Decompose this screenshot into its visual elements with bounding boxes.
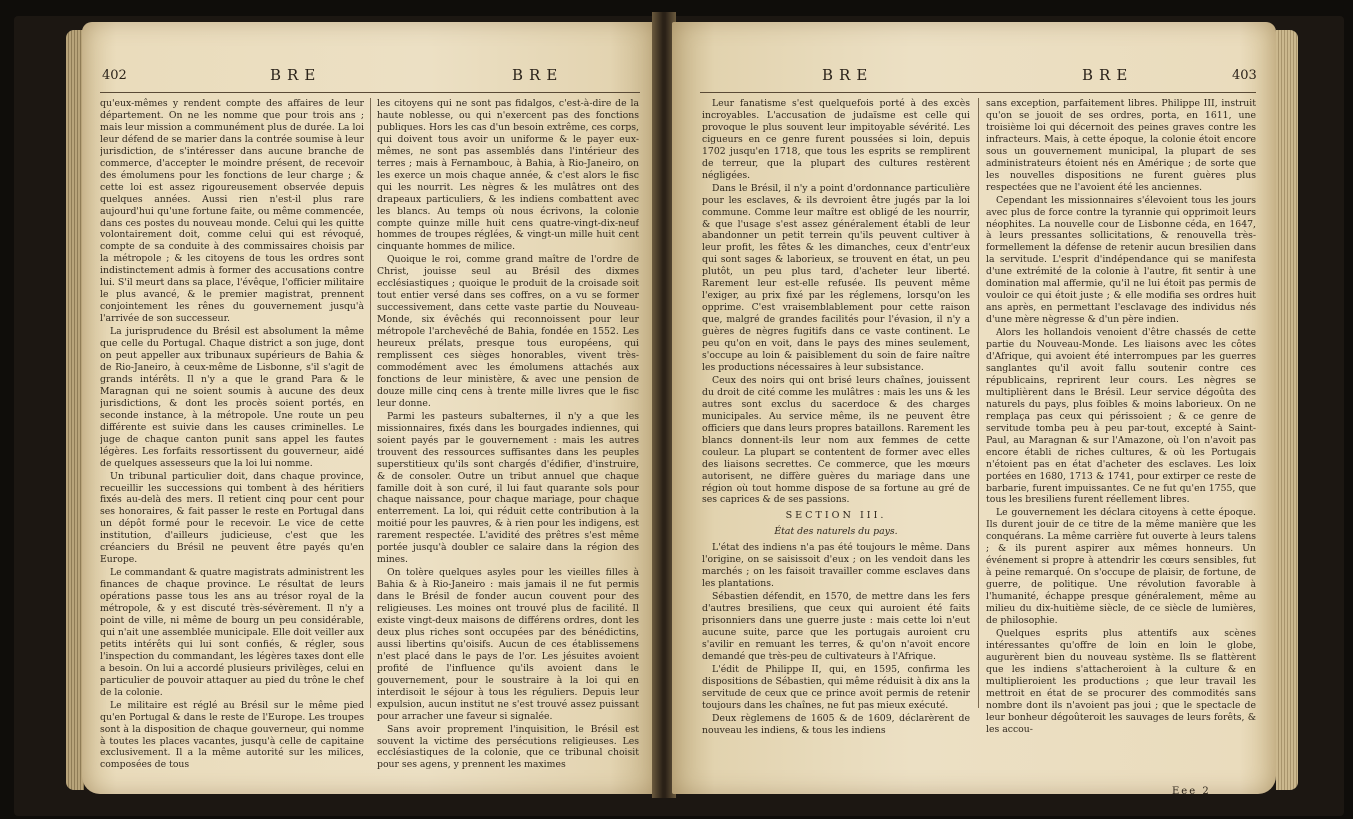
text-column-2 <box>377 98 639 788</box>
left-page <box>82 22 656 794</box>
running-head-left: BRE <box>270 66 322 84</box>
header-rule <box>100 92 640 93</box>
page-edges-right <box>1276 30 1298 790</box>
paragraph: Le gouvernement les déclara citoyens à cette époque. Ils durent jouir de ce titre de la même manière que les conquérans. La même carrière fut ouverte à leurs talens ; & ils purent aspirer aux mêmes honneurs. Un événement si propre à attendrir les cœurs sensibles, fut à peine remarqué. On s'occupe de plaisir, de fortune, de guerre, de politique. Une révolution favorable à l'humanité, échappe presque généralement, même au milieu du dix-huitième siècle, de ce siècle de lumières, de philosophie. <box>986 507 1256 626</box>
section-subtitle: État des naturels du pays. <box>774 526 898 538</box>
section-heading: SECTION III. <box>785 510 887 522</box>
paragraph: Quoique le roi, comme grand maître de l'ordre de Christ, jouisse seul au Brésil des dixmes ecclésiastiques ; quoique le produit de la croisade soit tout entier versé dans ses coffres, on a vu se former successivement, dans cette vaste partie du Nouveau-Monde, six évêchés qui reconnoissent pour leur métropole l'archevêché de Bahia, fondée en 1552. Les heureux prélats, presque tous européens, qui remplissent ces sièges honorables, vivent très-commodément avec les émolumens attachés aux fonctions de leur ministère, & avec une pension de douze mille cinq cens à trente mille livres que le fisc leur donne. <box>377 254 639 409</box>
column-divider <box>370 98 371 708</box>
paragraph: L'édit de Philippe II, qui, en 1595, confirma les dispositions de Sébastien, qui même réduisit à dix ans la servitude de ceux que ce prince avoit permis de retenir toujours dans les chaînes, ne fut pas mieux exécuté. <box>702 663 970 711</box>
paragraph: Cependant les missionnaires s'élevoient tous les jours avec plus de force contre la tyrannie qui opprimoit leurs néophites. La nouvelle cour de Lisbonne céda, en 1647, à leurs pressantes sollicitations, & renouvella très-formellement la défense de retenir aucun bresilien dans la servitude. L'esprit d'indépendance qui se manifesta d'une extrémité de la colonie à l'autre, fit sentir à une domination mal affermie, qu'il ne lui étoit pas permis de vouloir ce qui étoit juste ; & elle modifia ses ordres huit ans après, en permettant l'esclavage des individus nés d'une mère nègresse & d'un père indien. <box>986 194 1256 326</box>
paragraph: Sans avoir proprement l'inquisition, le Brésil est souvent la victime des persécutions religieuses. Les ecclésiastiques de la colonie, que ce tribunal choisit pour ses agens, y prennent les maximes <box>377 723 639 771</box>
column-divider <box>978 98 979 708</box>
paragraph: L'état des indiens n'a pas été toujours le même. Dans l'origine, on se saisissoit d'eux ; on les vendoit dans les marchés ; on les faisoit travailler comme esclaves dans les plantations. <box>702 542 970 590</box>
paragraph: Dans le Brésil, il n'y a point d'ordonnance particulière pour les esclaves, & ils devroient être jugés par la loi commune. Comme leur maître est obligé de les nourrir, & que l'usage s'est assez généralement établi de leur abandonner un petit terrein qu'ils peuvent cultiver à leur profit, les fêtes & les dimanches, ceux d'entr'eux qui sont sages & laborieux, se trouvent en état, un peu plutôt, un peu plus tard, d'acheter leur liberté. Rarement leur est-elle refusée. Ils peuvent même l'exiger, au prix fixé par les réglemens, lorsqu'on les opprime. C'est vraisemblablement pour cette raison que, malgré de grandes facilités pour l'évasion, il n'y a guères de nègres fugitifs dans ce vaste continent. Le peu qu'on en voit, dans le pays des mines seulement, s'occupe au loin & paisiblement du soin de faire naître les productions nécessaires à leur subsistance. <box>702 182 970 373</box>
paragraph: On tolère quelques asyles pour les vieilles filles à Bahia & à Rio-Janeiro : mais jamais il ne fut permis dans le Brésil de fonder aucun couvent pour des religieuses. Les moines ont trouvé plus de facilité. Il existe vingt-deux maisons de différens ordres, dont les deux plus riches sont occupées par des bénédictins, aussi libertins qu'oisifs. Aucun de ces établissemens n'est placé dans le pays de l'or. Les jésuites avoient profité de l'influence qu'ils avoient dans le gouvernement, pour le soustraire à la loi qui en interdisoit le séjour à tous les réguliers. Depuis leur expulsion, aucun institut ne s'est trouvé assez puissant pour arracher une faveur si signalée. <box>377 567 639 722</box>
paragraph: les citoyens qui ne sont pas fidalgos, c'est-à-dire de la haute noblesse, ou qui n'exercent pas des fonctions publiques. Hors les cas d'un besoin extrême, ces corps, qui doivent tous avoir un uniforme & le payer eux-mêmes, ne sont pas assemblés dans l'intérieur des terres ; mais à Fernambouc, à Bahia, à Rio-Janeiro, on les exerce un mois chaque année, & c'est alors le fisc qui les nourrit. Les nègres & les mulâtres ont des drapeaux particuliers, & les indiens combattent avec les blancs. Au temps où nous écrivons, la colonie compte quinze mille huit cens quatre-vingt-dix-neuf hommes de troupes réglées, & vingt-un mille huit cent cinquante hommes de milice. <box>377 98 639 253</box>
paragraph: Quelques esprits plus attentifs aux scènes intéressantes qu'offre de loin en loin le globe, augurèrent bien du nouveau système. Ils se flattèrent que les indiens s'attacheroient à la culture & en multiplieroient les productions ; que leur travail les mettroit en état de se procurer des commodités sans nombre dont ils n'avoient pas joui ; que le spectacle de leur bonheur dégoûteroit les sauvages de leurs forêts, & les accou- <box>986 627 1256 735</box>
paragraph: Ceux des noirs qui ont brisé leurs chaînes, jouissent du droit de cité comme les mulâtres : mais les uns & les autres sont exclus du sacerdoce & des charges municipales. Au service même, ils ne peuvent être officiers que dans leurs propres bataillons. Rarement les blancs donnent-ils leur nom aux femmes de cette couleur. La plupart se contentent de former avec elles des liaisons secrettes. Ce commerce, que les mœurs autorisent, ne diffère guères du mariage dans une région où tout homme dispose de sa fortune au gré de ses caprices & de ses passions. <box>702 374 970 506</box>
paragraph: Leur fanatisme s'est quelquefois porté à des excès incroyables. L'accusation de judaïsme est celle qui provoque le plus souvent leur impitoyable sévérité. Les cigueurs en ce genre furent poussées si loin, depuis 1702 jusqu'en 1718, que tous les esprits se remplirent de terreur, que la plupart des cultures restèrent négligées. <box>702 98 970 181</box>
paragraph: Le militaire est réglé au Brésil sur le même pied qu'en Portugal & dans le reste de l'Europe. Les troupes sont à la disposition de chaque gouverneur, qui nomme à toutes les places vacantes, jusqu'à celle de capitaine exclusivement. Il a la même autorité sur les milices, composées de tous <box>100 699 364 771</box>
text-column-1 <box>100 98 364 788</box>
signature-mark: Eee 2 <box>1172 786 1211 794</box>
paragraph: La jurisprudence du Brésil est absolument la même que celle du Portugal. Chaque district a son juge, dont on peut appeller aux tribunaux supérieurs de Bahia & de Rio-Janeiro, à ceux-même de Lisbonne, s'il s'agit de grands intérêts. Il n'y a que le grand Para & le Maragnan qui ne soient soumis à aucune des deux jurisdictions, & dont les procès soient portés, en seconde instance, à la métropole. Une route un peu différente est suivie dans les causes criminelles. Le juge de chaque canton punit sans appel les fautes légères. Les forfaits ressortissent du gouverneur, aidé de quelques assesseurs que la loi lui nomme. <box>100 326 364 469</box>
text-column-2 <box>986 98 1256 786</box>
running-head-left: BRE <box>822 66 874 84</box>
paragraph: qu'eux-mêmes y rendent compte des affaires de leur département. On ne les nomme que pour trois ans ; mais leur mission a communément plus de durée. La loi leur défend de se marier dans la contrée soumise à leur jurisdiction, de s'intéresser dans aucune branche de commerce, d'accepter le moindre présent, de recevoir des émolumens pour les fonctions de leur charge ; & cette loi est assez rigoureusement observée depuis quelques années. Aussi rien n'est-il plus rare aujourd'hui qu'une fortune faite, ou même commencée, dans ces postes du nouveau monde. Celui qui les quitte volontairement doit, comme celui qui est révoqué, compte de sa conduite à des commissaires choisis par la métropole ; & les citoyens de tous les ordres sont indistinctement admis à former des accusations contre lui. S'il meurt dans sa place, l'évêque, l'officier militaire le plus avancé, & le premier magistrat, prennent conjointement les rênes du gouvernement jusqu'à l'arrivée de son successeur. <box>100 98 364 325</box>
paragraph: Un tribunal particulier doit, dans chaque province, recueillir les successions qui tombent à des héritiers fixés au-delà des mers. Il retient cinq pour cent pour ses honoraires, & fait passer le reste en Portugal dans un dépôt formé pour le recevoir. Le vice de cette institution, d'ailleurs judicieuse, c'est que les créanciers du Brésil ne peuvent être payés qu'en Europe. <box>100 470 364 566</box>
paragraph: sans exception, parfaitement libres. Philippe III, instruit qu'on se jouoit de ses ordres, porta, en 1611, une troisième loi qui décernoit des peines graves contre les infracteurs. Mais, à cette époque, la colonie étoit encore sous un gouvernement municipal, la plupart de ses administrateurs étoient nés en Amérique ; de sorte que les nouvelles dispositions ne furent guères plus respectées que ne l'avoient été les anciennes. <box>986 98 1256 193</box>
paragraph: Alors les hollandois venoient d'être chassés de cette partie du Nouveau-Monde. Les liaisons avec les côtes d'Afrique, qui avoient été interrompues par les guerres sanglantes qu'il avoit fallu soutenir contre ces républicains, reprirent leur cours. Les nègres se multiplièrent dans le Brésil. Leur service dégoûta des naturels du pays, plus foibles & moins laborieux. On ne remplaça pas ceux qui périssoient ; & ce genre de servitude tomba peu à peu par-tout, excepté à Saint-Paul, au Maragnan & sur l'Amazone, où l'on n'avoit pas encore établi de riches cultures, & où les Portugais n'étoient pas en état d'acheter des esclaves. Les loix portées en 1680, 1713 & 1741, pour extirper ce reste de barbarie, furent impuissantes. Ce ne fut qu'en 1755, que tous les bresiliens furent réellement libres. <box>986 327 1256 506</box>
text-column-1 <box>702 98 970 794</box>
page-number: 403 <box>1232 68 1257 83</box>
page-number: 402 <box>102 68 127 83</box>
header-rule <box>700 92 1256 93</box>
right-page <box>672 22 1276 794</box>
paragraph: Le commandant & quatre magistrats administrent les finances de chaque province. Le résultat de leurs opérations passe tous les ans au trésor royal de la métropole, & y est discuté très-sévèrement. Il n'y a point de ville, ni même de bourg un peu considérable, qui n'ait une assemblée municipale. Elle doit veiller aux petits intérêts qui lui sont confiés, & régler, sous l'inspection du commandant, les légères taxes dont elle a besoin. On lui a accordé plusieurs privilèges, celui en particulier de pouvoir attaquer au pied du trône le chef de la colonie. <box>100 567 364 698</box>
running-head-right: BRE <box>512 66 564 84</box>
paragraph: Deux règlemens de 1605 & de 1609, déclarèrent de nouveau les indiens, & tous les indiens <box>702 712 970 736</box>
paragraph: Sébastien défendit, en 1570, de mettre dans les fers d'autres bresiliens, que ceux qui auroient été faits prisonniers dans une guerre juste : mais cette loi n'eut aucune suite, parce que les portugais auroient cru s'avilir en remuant les terres, & qu'on n'avoit encore demandé que très-peu de cultivateurs à l'Afrique. <box>702 591 970 662</box>
running-head-right: BRE <box>1082 66 1134 84</box>
paragraph: Parmi les pasteurs subalternes, il n'y a que les missionnaires, fixés dans les bourgades indiennes, qui soient payés par le gouvernement : mais les autres trouvent des ressources suffisantes dans les peuples superstitieux qu'ils sont chargés d'édifier, d'instruire, & de consoler. Outre un tribut annuel que chaque famille doit à son curé, il lui faut quarante sols pour chaque naissance, pour chaque mariage, pour chaque enterrement. La loi, qui réduit cette contribution à la moitié pour les pauvres, & à rien pour les indigens, est rarement respectée. L'avidité des prêtres s'est même portée jusqu'à doubler ce salaire dans la région des mines. <box>377 410 639 566</box>
